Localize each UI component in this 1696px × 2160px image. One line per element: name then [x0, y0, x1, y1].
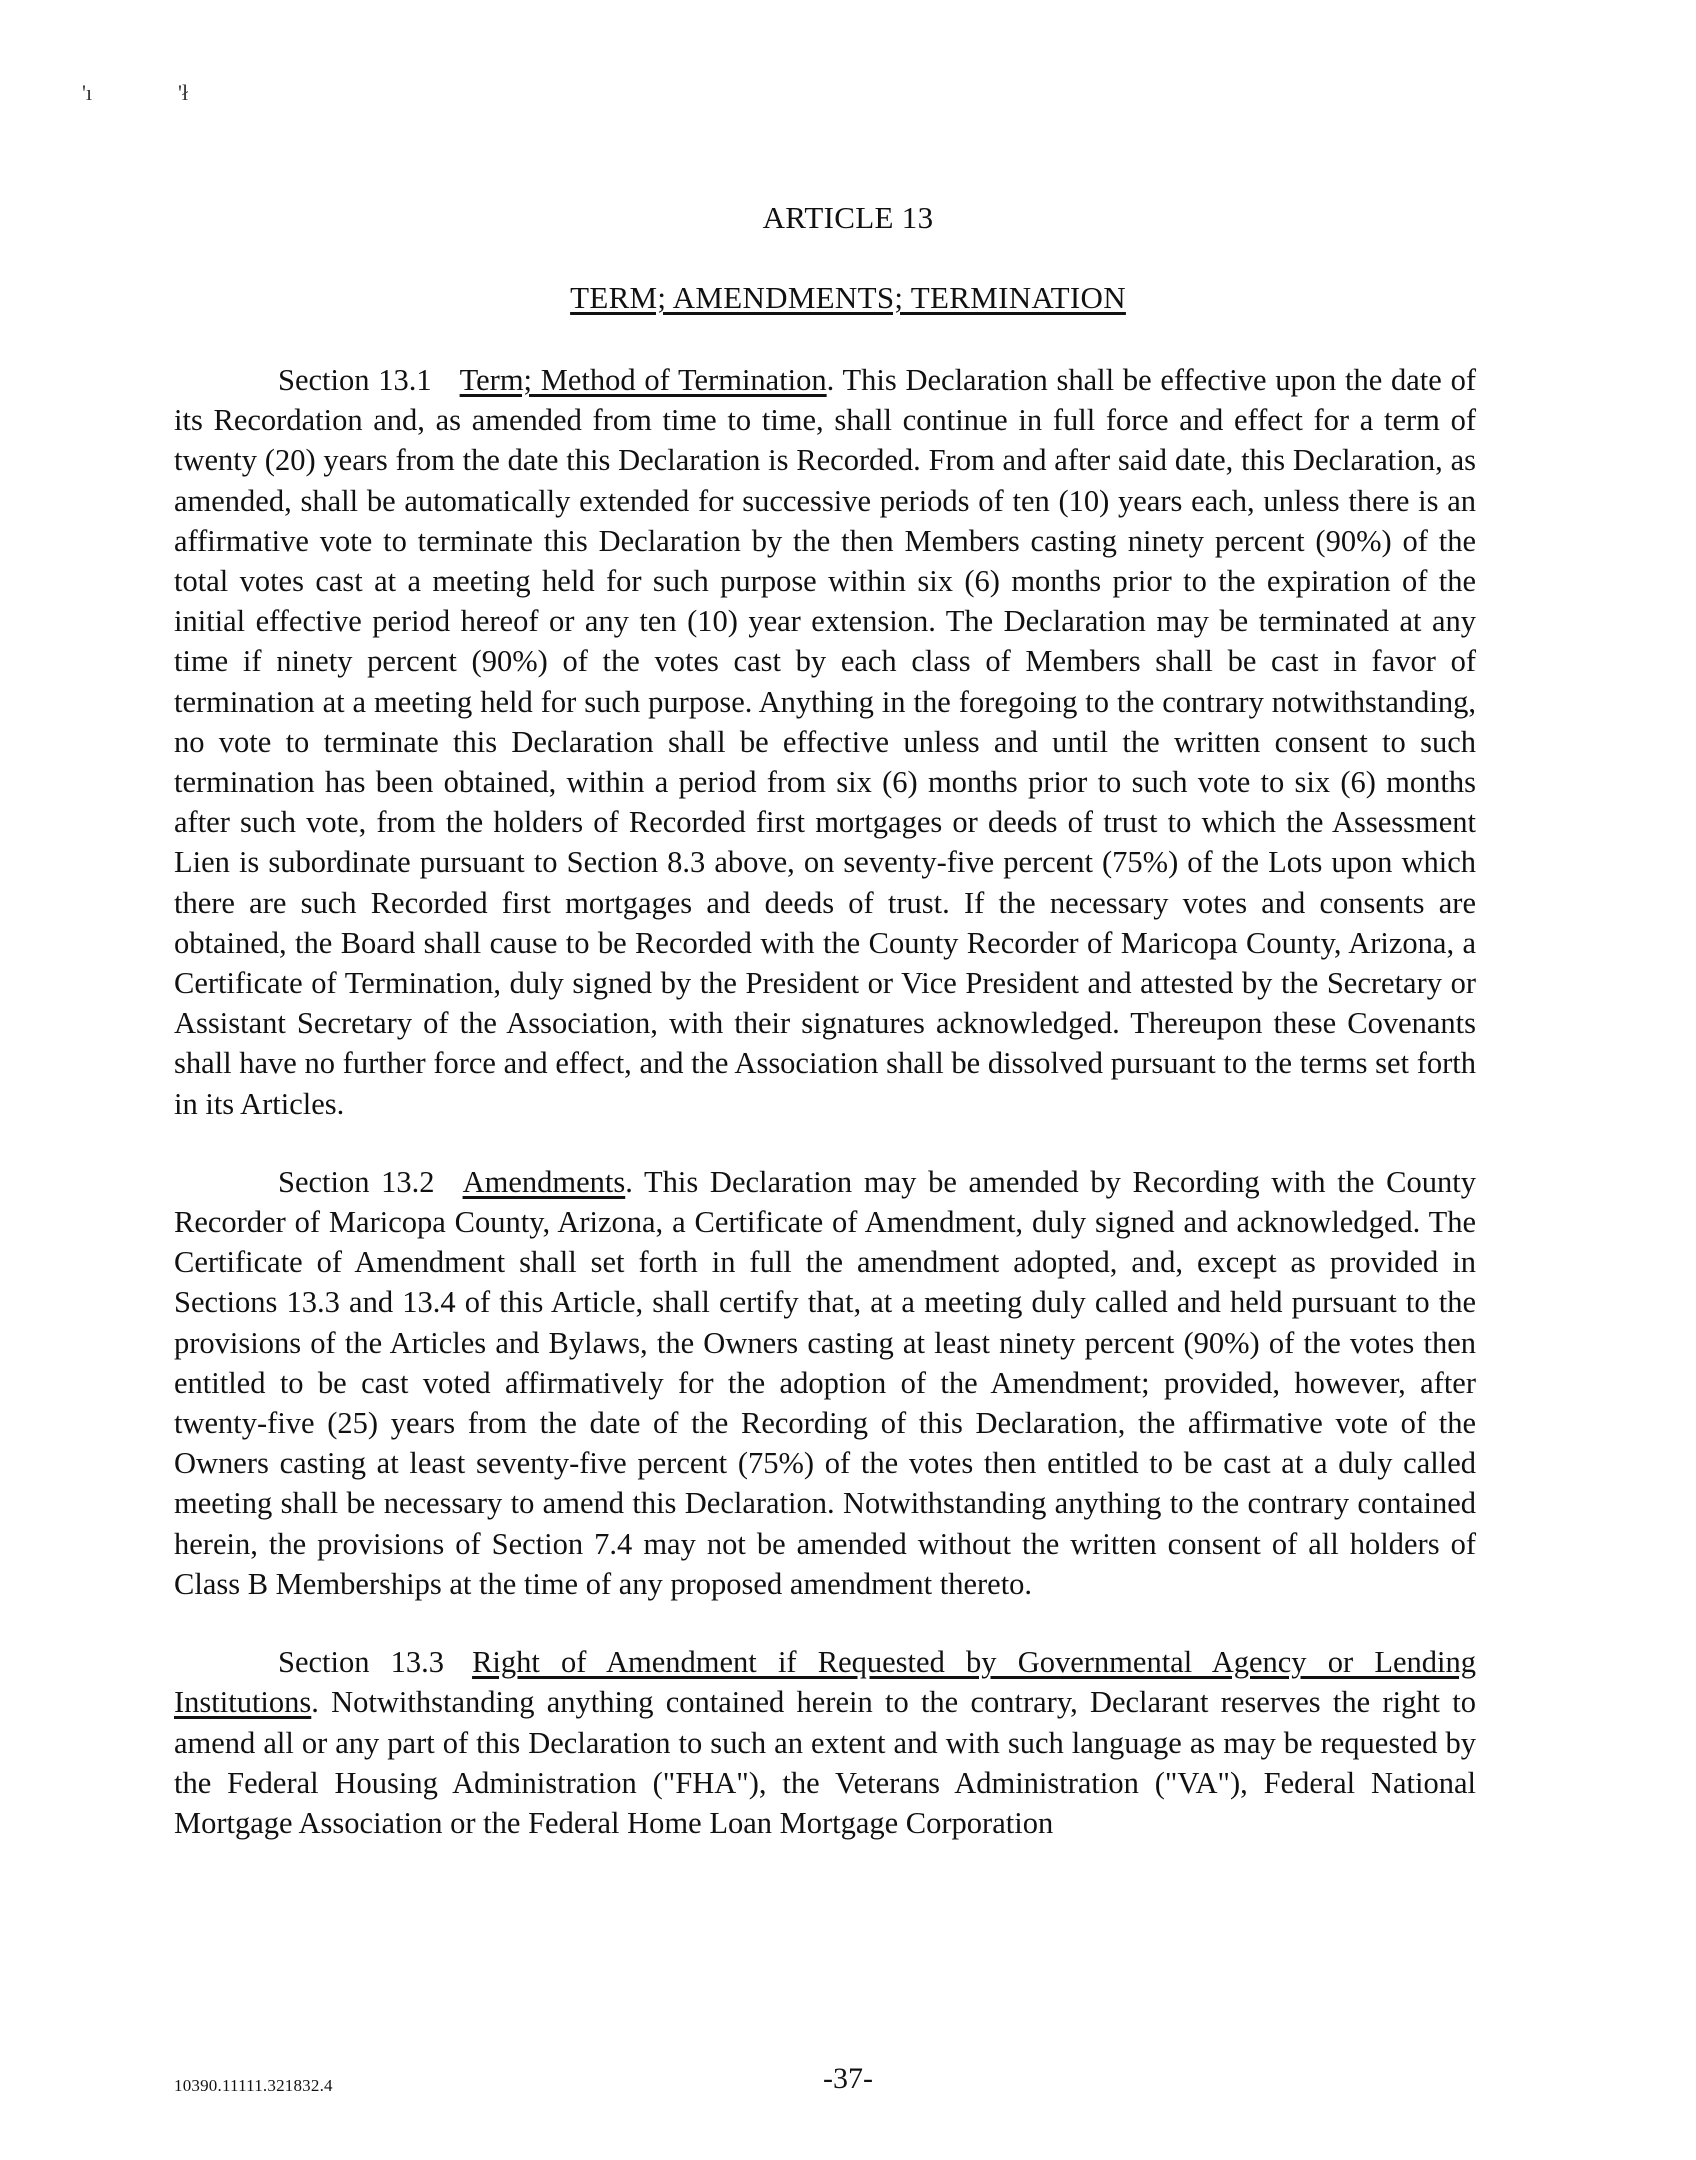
scan-mark: 'ı	[82, 80, 93, 105]
section-text: . This Declaration may be amended by Recording with the County Recorder of Maricopa County, Arizona, a Certificate of Amendment, duly signed and acknowledged. The Certificate of Amendment shall set forth in full the amendment adopted, and, except as provided in Sections 13.3 and 13.4 of this Article, shall certify that, at a meeting duly called and held pursuant to the provisions of the Articles and Bylaws, the Owners casting at least ninety percent (90%) of the votes then entitled to be cast voted affirmatively for the adoption of the Amendment; provided, however, after twenty-five (25) years from the date of the Recording of this Declaration, the affirmative vote of the Owners casting at least seventy-five percent (75%) of the votes then entitled to be cast at a duly called meeting shall be necessary to amend this Declaration. Notwithstanding anything to the contrary contained herein, the provisions of Section 7.4 may not be amended without the written consent of all holders of Class B Memberships at the time of any proposed amendment thereto.	[174, 1164, 1476, 1601]
section-number: Section 13.1	[278, 363, 432, 397]
document-id: 10390.11111.321832.4	[174, 2076, 333, 2095]
article-heading: TERM; AMENDMENTS; TERMINATION	[570, 280, 1126, 315]
section-title: Amendments	[462, 1164, 626, 1199]
section-13-1	[174, 360, 1476, 1124]
document-body	[174, 360, 1476, 1881]
section-13-2	[174, 1162, 1476, 1604]
section-number: Section 13.2	[278, 1164, 435, 1199]
page-number: -37-	[823, 2062, 873, 2095]
article-title: ARTICLE 13	[762, 200, 934, 235]
section-text: . This Declaration shall be effective upon the date of its Recordation and, as amended from time to time, shall continue in full force and effect for a term of twenty (20) years from the date this Declaration is Recorded. From and after said date, this Declaration, as amended, shall be automatically extended for successive periods of ten (10) years each, unless there is an affirmative vote to terminate this Declaration by the then Members casting ninety percent (90%) of the total votes cast at a meeting held for such purpose within six (6) months prior to the expiration of the initial effective period hereof or any ten (10) year extension. The Declaration may be terminated at any time if ninety percent (90%) of the votes cast by each class of Members shall be cast in favor of termination at a meeting held for such purpose. Anything in the foregoing to the contrary notwithstanding, no vote to terminate this Declaration shall be effective unless and until the written consent to such termination has been obtained, within a period from six (6) months prior to such vote to six (6) months after such vote, from the holders of Recorded first mortgages or deeds of trust to which the Assessment Lien is subordinate pursuant to Section 8.3 above, on seventy-five percent (75%) of the Lots upon which there are such Recorded first mortgages and deeds of trust. If the necessary votes and consents are obtained, the Board shall cause to be Recorded with the County Recorder of Maricopa County, Arizona, a Certificate of Termination, duly signed by the President or Vice President and attested by the Secretary or Assistant Secretary of the Association, with their signatures acknowledged. Thereupon these Covenants shall have no further force and effect, and the Association shall be dissolved pursuant to the terms set forth in its Articles.	[174, 363, 1476, 1121]
section-number: Section 13.3	[278, 1645, 445, 1680]
scan-mark: 'ł	[178, 80, 189, 105]
section-13-3	[174, 1642, 1476, 1843]
section-title: Right of Amendment if Requested by Governmental Agency or Lending Institutions	[174, 1645, 1476, 1720]
section-text: . Notwithstanding anything contained herein to the contrary, Declarant reserves the right to amend all or any part of this Declaration to such an extent and with such language as may be requested by the Federal Housing Administration ("FHA"), the Veterans Administration ("VA"), Federal National Mortgage Association or the Federal Home Loan Mortgage Corporation	[174, 1685, 1476, 1840]
section-title: Term; Method of Termination	[459, 363, 827, 397]
